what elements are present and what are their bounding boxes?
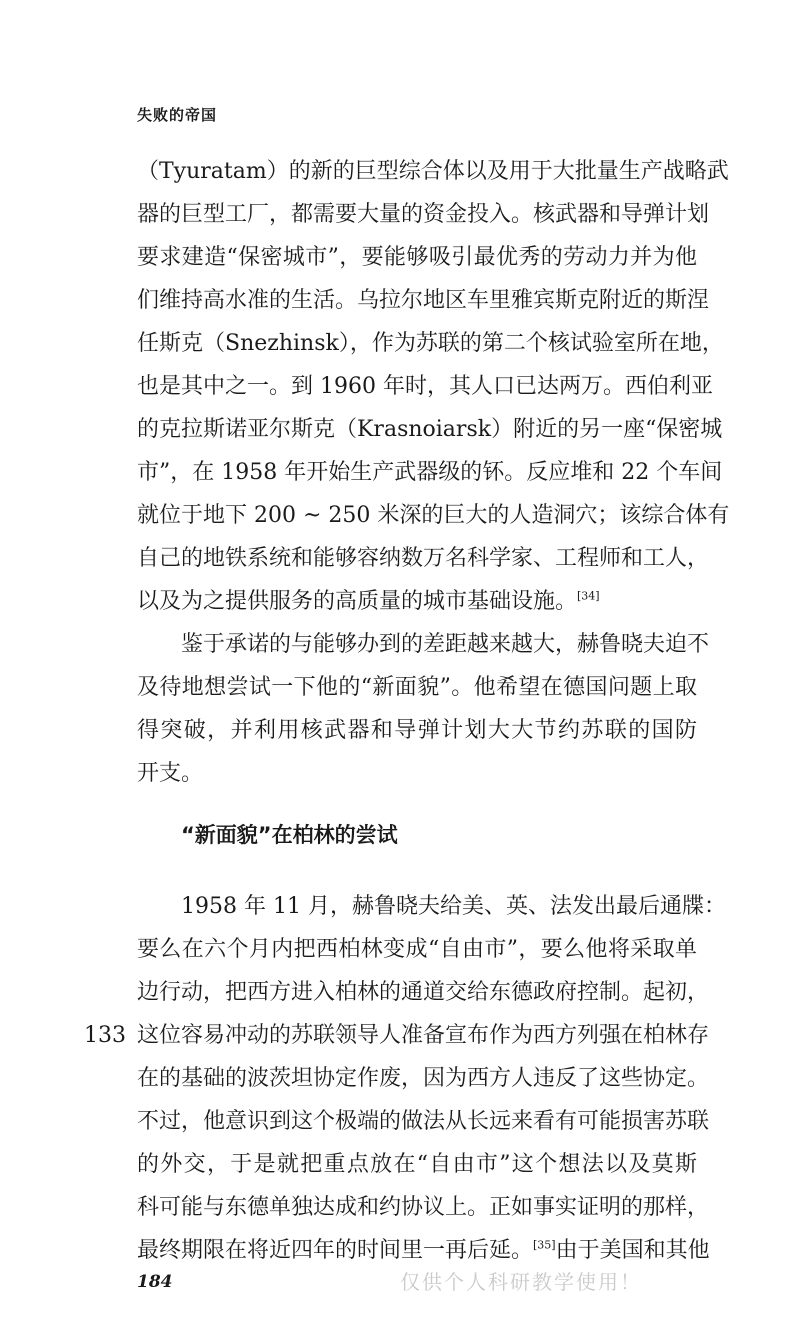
citation-34: [34] (577, 589, 600, 603)
paragraph-3-line: 边行动，把西方进入柏林的通道交给东德政府控制。起初， (137, 980, 710, 1005)
watermark: 仅供个人科研教学使用！ (400, 1270, 642, 1294)
paragraph-1-text: 以及为之提供服务的高质量的城市基础设施。 (137, 589, 578, 614)
paragraph-2-line: 得突破，并利用核武器和导弹计划大大节约苏联的国防 (137, 718, 697, 743)
paragraph-1-last-line (137, 587, 697, 617)
paragraph-1-line: 就位于地下 200 ~ 250 米深的巨大的人造洞穴；该综合体有 (137, 503, 730, 528)
paragraph-2-line: 及待地想尝试一下他的“新面貌”。他希望在德国问题上取 (137, 675, 697, 700)
paragraph-3-line: 1958 年 11 月，赫鲁晓夫给美、英、法发出最后通牒： (181, 894, 726, 919)
paragraph-1-line: 的克拉斯诺亚尔斯克（Krasnoiarsk）附近的另一座“保密城 (137, 417, 723, 442)
paragraph-3-text: 最终期限在将近四年的时间里一再后延。 (137, 1238, 534, 1263)
paragraph-1-line: 也是其中之一。到 1960 年时，其人口已达两万。西伯利亚 (137, 374, 713, 399)
citation-35: [35] (533, 1238, 556, 1252)
paragraph-3-last-line (137, 1236, 710, 1266)
paragraph-1-line: 市”，在 1958 年开始生产武器级的钚。反应堆和 22 个车间 (137, 460, 723, 485)
paragraph-1-line: 们维持高水准的生活。乌拉尔地区车里雅宾斯克附近的斯涅 (137, 288, 710, 313)
paragraph-3-line: 要么在六个月内把西柏林变成“自由市”，要么他将采取单 (137, 937, 697, 962)
paragraph-1-line: 要求建造“保密城市”，要能够吸引最优秀的劳动力并为他 (137, 245, 697, 270)
paragraph-3-line: 的外交，于是就把重点放在“自由市”这个想法以及莫斯 (137, 1152, 697, 1177)
paragraph-3-line: 不过，他意识到这个极端的做法从长远来看有可能损害苏联 (137, 1109, 710, 1134)
running-head: 失败的帝国 (137, 106, 218, 124)
paragraph-2-line: 开支。 (137, 761, 204, 786)
paragraph-2-line: 鉴于承诺的与能够办到的差距越来越大，赫鲁晓夫迫不 (181, 632, 710, 657)
paragraph-1-line: 任斯克（Snezhinsk），作为苏联的第二个核试验室所在地， (137, 331, 724, 356)
paragraph-3-line: 这位容易冲动的苏联领导人准备宣布作为西方列强在柏林存 (137, 1023, 710, 1048)
page-number: 184 (137, 1272, 173, 1292)
paragraph-1-line: 器的巨型工厂，都需要大量的资金投入。核武器和导弹计划 (137, 202, 710, 227)
paragraph-3-tail: 由于美国和其他 (555, 1238, 710, 1263)
paragraph-3-line: 在的基础的波茨坦协定作废，因为西方人违反了这些协定。 (137, 1066, 710, 1091)
paragraph-3-line: 科可能与东德单独达成和约协议上。正如事实证明的那样， (137, 1195, 710, 1220)
margin-page-number: 133 (84, 1023, 126, 1048)
paragraph-1-line: 自己的地铁系统和能够容纳数万名科学家、工程师和工人， (137, 546, 710, 571)
section-heading: “新面貌”在柏林的尝试 (181, 823, 398, 847)
paragraph-1-line: （Tyuratam）的新的巨型综合体以及用于大批量生产战略武 (137, 159, 729, 184)
